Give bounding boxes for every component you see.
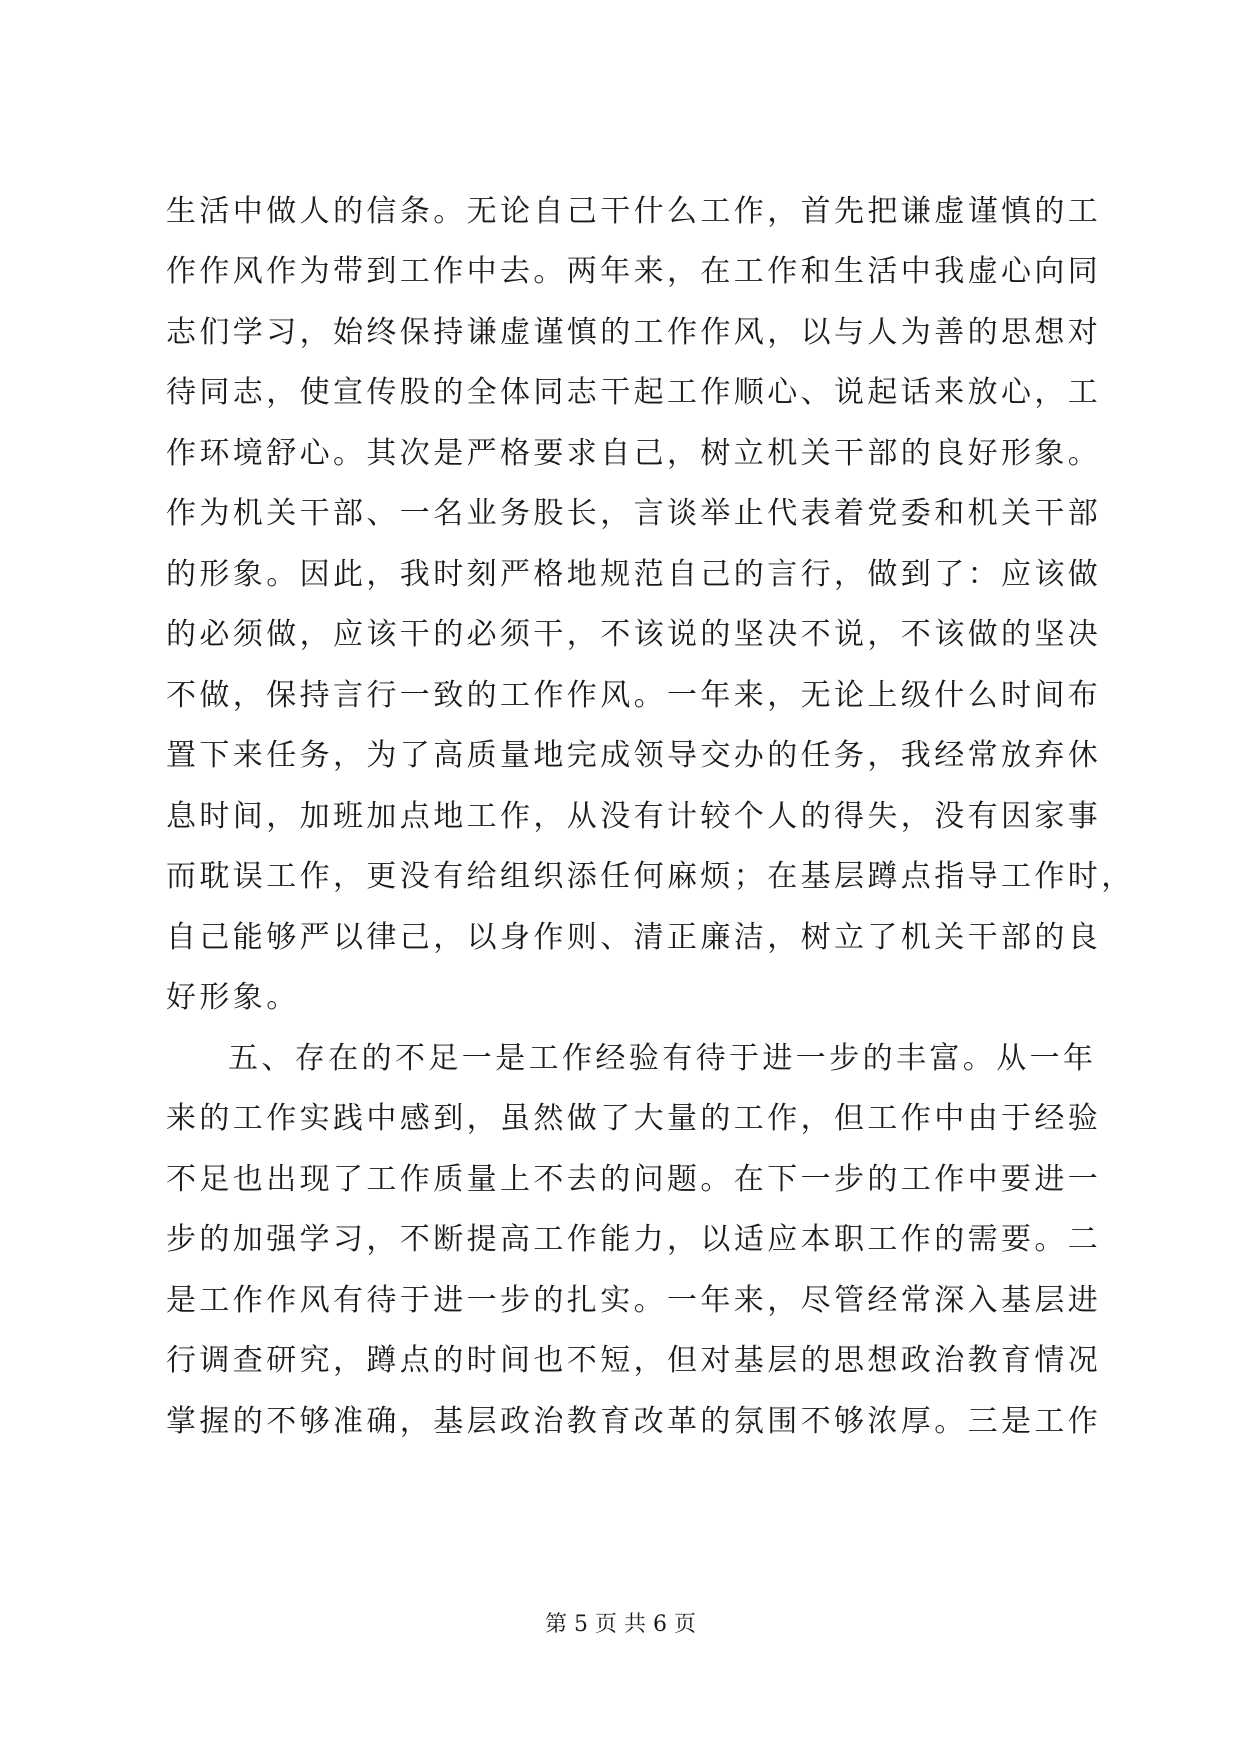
text-line: 是工作作风有待于进一步的扎实。一年来，尽管经常深入基层进 [166, 1283, 1102, 1318]
text-line: 而耽误工作，更没有给组织添任何麻烦；在基层蹲点指导工作时， [166, 859, 1135, 894]
text-line: 不足也出现了工作质量上不去的问题。在下一步的工作中要进一 [166, 1162, 1102, 1197]
text-line: 作环境舒心。其次是严格要求自己，树立机关干部的良好形象。 [166, 436, 1102, 471]
text-line: 作作风作为带到工作中去。两年来，在工作和生活中我虚心向同 [166, 254, 1102, 289]
text-line: 掌握的不够准确，基层政治教育改革的氛围不够浓厚。三是工作 [166, 1404, 1102, 1439]
page-number-footer: 第 5 页 共 6 页 [545, 1612, 696, 1637]
text-line: 自己能够严以律己，以身作则、清正廉洁，树立了机关干部的良 [166, 920, 1102, 955]
text-line: 息时间，加班加点地工作，从没有计较个人的得失，没有因家事 [166, 799, 1102, 834]
text-line: 志们学习，始终保持谦虚谨慎的工作作风，以与人为善的思想对 [166, 315, 1102, 350]
text-line: 置下来任务，为了高质量地完成领导交办的任务，我经常放弃休 [166, 738, 1102, 773]
text-line: 行调查研究，蹲点的时间也不短，但对基层的思想政治教育情况 [166, 1343, 1102, 1378]
text-line: 步的加强学习，不断提高工作能力，以适应本职工作的需要。二 [166, 1222, 1102, 1257]
text-line: 来的工作实践中感到，虽然做了大量的工作，但工作中由于经验 [166, 1101, 1102, 1136]
text-line: 的必须做，应该干的必须干，不该说的坚决不说，不该做的坚决 [166, 617, 1102, 652]
text-line: 好形象。 [166, 980, 300, 1015]
text-line: 待同志，使宣传股的全体同志干起工作顺心、说起话来放心，工 [166, 375, 1102, 410]
text-line: 的形象。因此，我时刻严格地规范自己的言行，做到了：应该做 [166, 557, 1102, 592]
text-line: 生活中做人的信条。无论自己干什么工作，首先把谦虚谨慎的工 [166, 194, 1102, 229]
paragraph-start-line: 五、存在的不足一是工作经验有待于进一步的丰富。从一年 [228, 1041, 1097, 1076]
text-line: 作为机关干部、一名业务股长，言谈举止代表着党委和机关干部 [166, 496, 1102, 531]
text-line: 不做，保持言行一致的工作作风。一年来，无论上级什么时间布 [166, 678, 1102, 713]
